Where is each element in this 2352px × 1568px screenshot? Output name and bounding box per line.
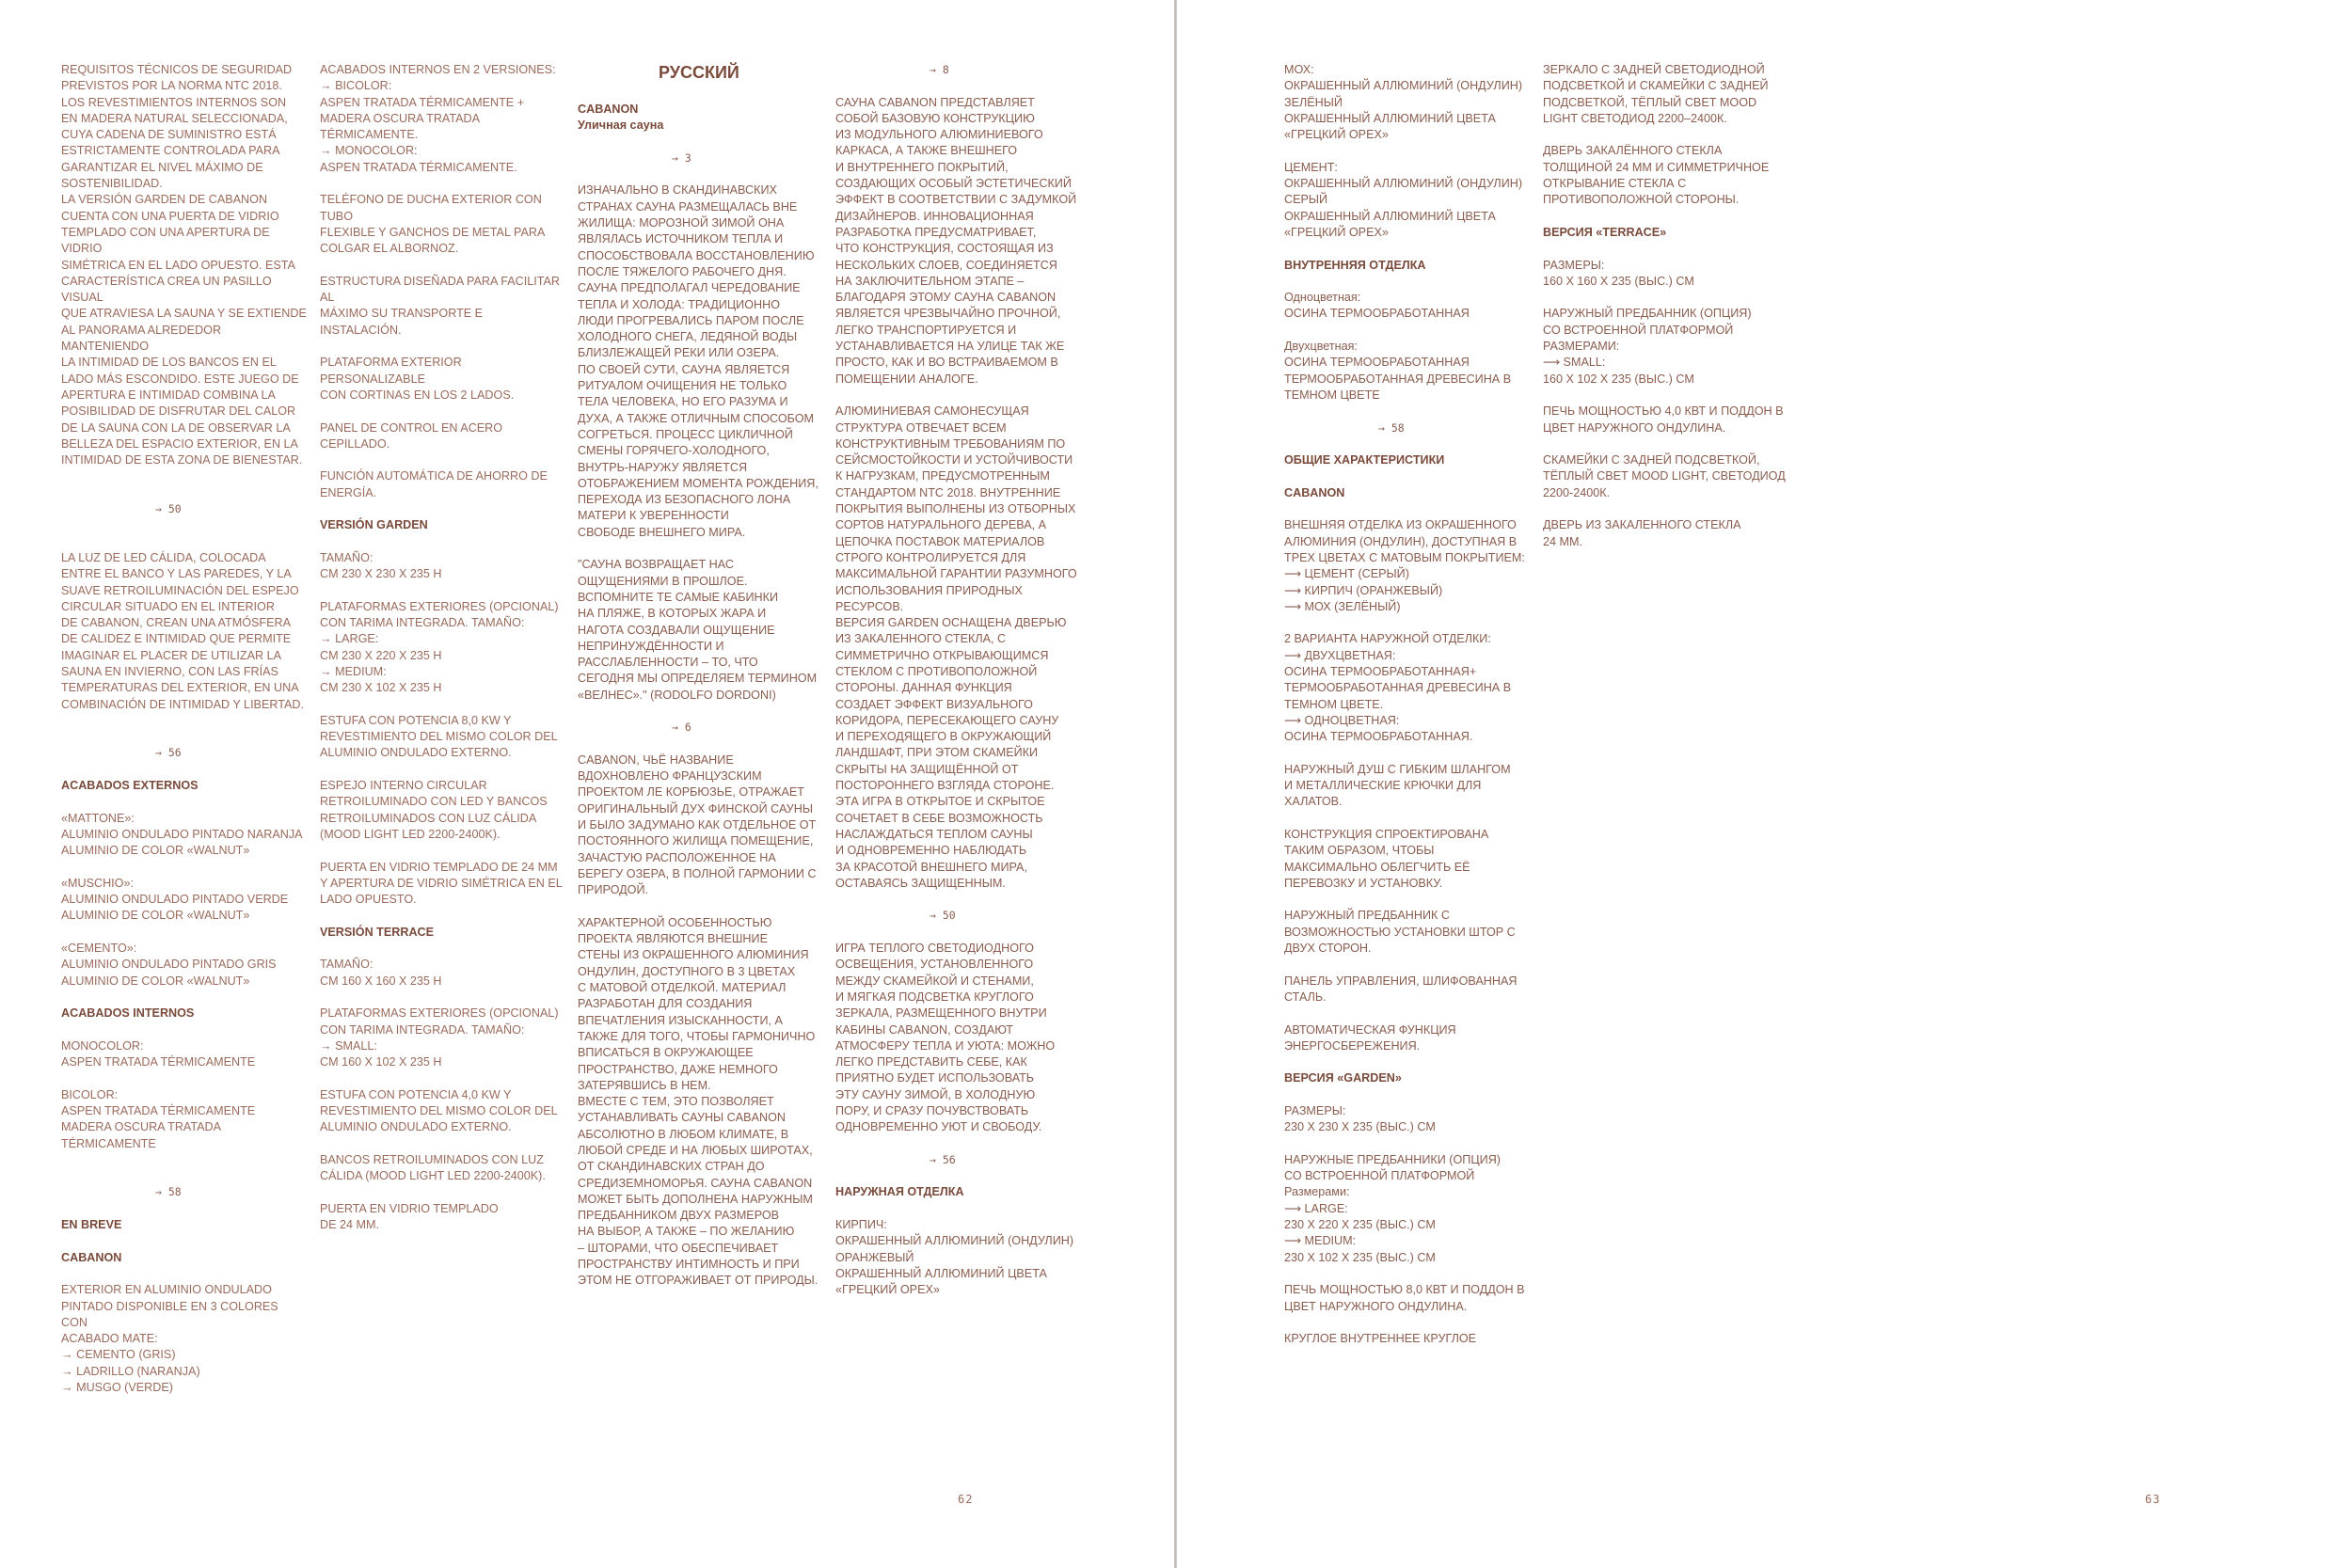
spacer <box>61 517 308 533</box>
section-heading: ВЕРСИЯ «GARDEN» <box>1284 1071 1402 1085</box>
section-heading: ВЕРСИЯ «TERRACE» <box>1543 225 1667 239</box>
body-paragraph: Двухцветная: ОСИНА ТЕРМООБРАБОТАННАЯ ТЕРМООБРАБОТАННАЯ ДРЕВЕСИНА В ТЕМНОМ ЦВЕТЕ <box>1284 340 1512 402</box>
body-paragraph: Одноцветная: ОСИНА ТЕРМООБРАБОТАННАЯ <box>1284 291 1470 321</box>
body-paragraph: «CEMENTO»: ALUMINIO ONDULADO PINTADO GRIS ALUMINIO DE COLOR «WALNUT» <box>61 942 277 988</box>
spacer <box>578 541 824 557</box>
spacer <box>61 468 308 484</box>
section-heading: VERSIÓN GARDEN <box>320 518 428 532</box>
spacer <box>320 176 566 192</box>
body-paragraph: ПАНЕЛЬ УПРАВЛЕНИЯ, ШЛИФОВАННАЯ СТАЛЬ. <box>1284 974 1518 1004</box>
spacer <box>578 736 824 752</box>
body-paragraph: TAMAÑO: CM 230 X 230 X 235 H <box>320 550 442 581</box>
body-paragraph: НАРУЖНЫЕ ПРЕДБАННИКИ (ОПЦИЯ) СО ВСТРОЕННОЙ ПЛАТФОРМОЙ Размерами: ⟶ LARGE: 230 X 220 X 235 (ВЫС.) СМ ⟶ MEDIUM: 230 X 102 X 235 (ВЫС.) СМ <box>1284 1152 1501 1264</box>
section-heading: EN BREVE <box>61 1218 122 1232</box>
column-spanish-2 <box>320 62 566 1233</box>
spacer <box>320 452 566 468</box>
body-paragraph: PLATAFORMAS EXTERIORES (OPCIONAL) CON TARIMA INTEGRADA. TAMAÑO: → LARGE: CM 230 X 220 X 235 H → MEDIUM: CM 230 X 102 X 235 H <box>320 599 559 695</box>
spacer <box>320 990 566 1006</box>
body-paragraph: "САУНА ВОЗВРАЩАЕТ НАС ОЩУЩЕНИЯМИ В ПРОШЛОЕ. ВСПОМНИТЕ ТЕ САМЫЕ КАБИНКИ НА ПЛЯЖЕ, В КОТОРЫХ ЖАРА И НАГОТА СОЗДАВАЛИ ОЩУЩЕНИЕ НЕПРИНУЖДЁННОСТИ И РАССЛАБЛЕННОСТИ – ТО, ЧТО СЕГОДНЯ МЫ ОПРЕДЕЛЯЕМ ТЕРМИНОМ «ВЕЛНЕС»." (RODOLFO DORDONI) <box>578 558 818 702</box>
spacer <box>1284 1087 1531 1103</box>
body-paragraph: TELÉFONO DE DUCHA EXTERIOR CON TUBO FLEXIBLE Y GANCHOS DE METAL PARA COLGAR EL ALBORNOZ. <box>320 193 546 256</box>
page-reference: → 56 <box>155 746 182 760</box>
spacer <box>1284 1266 1531 1282</box>
spacer <box>320 501 566 517</box>
body-paragraph: ЦЕМЕНТ: ОКРАШЕННЫЙ АЛЛЮМИНИЙ (ОНДУЛИН) СЕРЫЙ ОКРАШЕННЫЙ АЛЛЮМИНИЙ ЦВЕТА «ГРЕЦКИЙ ОРЕХ» <box>1284 160 1523 239</box>
spacer <box>320 762 566 778</box>
body-paragraph: ESTUFA CON POTENCIA 8,0 KW Y REVESTIMIENTO DEL MISMO COLOR DEL ALUMINIO ONDULADO EXTERNO. <box>320 713 558 760</box>
body-paragraph: РАЗМЕРЫ: 160 X 160 X 235 (ВЫС.) СМ <box>1543 258 1694 288</box>
spacer <box>320 339 566 355</box>
column-russian-1 <box>578 62 824 1290</box>
body-paragraph: ПЕЧЬ МОЩНОСТЬЮ 8,0 КВТ И ПОДДОН В ЦВЕТ НАРУЖНОГО ОНДУЛИНА. <box>1284 1283 1525 1313</box>
section-heading: НАРУЖНАЯ ОТДЕЛКА <box>835 1185 964 1199</box>
body-paragraph: ESPEJO INTERNO CIRCULAR RETROILUMINADO CON LED Y BANCOS RETROILUMINADOS CON LUZ CÁLIDA (MOOD LIGHT LED 2200-2400K). <box>320 779 548 841</box>
spacer <box>61 729 308 745</box>
body-paragraph: АЛЮМИНИЕВАЯ САМОНЕСУЩАЯ СТРУКТУРА ОТВЕЧАЕТ ВСЕМ КОНСТРУКТИВНЫМ ТРЕБОВАНИЯМ ПО СЕЙСМОСТОЙКОСТИ И УСТОЙЧИВОСТИ К НАГРУЗКАМ, ПРЕДУСМОТРЕННЫМ СТАНДАРТОМ NTC 2018. ВНУТРЕННИЕ ПОКРЫТИЯ ВЫПОЛНЕНЫ ИЗ ОТБОРНЫХ СОРТОВ НАТУРАЛЬНОГО ДЕРЕВА, А ЦЕПОЧКА ПОСТАВОК МАТЕРИАЛОВ СТРОГО КОНТРОЛИРУЕТСЯ ДЛЯ МАКСИМАЛЬНОЙ ГАРАНТИИ РАЗУМНОГО ИСПОЛЬЗОВАНИЯ ПРИРОДНЫХ РЕСУРСОВ. ВЕРСИЯ GARDEN ОСНАЩЕНА ДВЕРЬЮ ИЗ ЗАКАЛЕННОГО СТЕКЛА, С СИММЕТРИЧНО ОТКРЫВАЮЩИМСЯ СТЕКЛОМ С ПРОТИВОПОЛОЖНОЙ СТОРОНЫ. ДАННАЯ ФУНКЦИЯ СОЗДАЕТ ЭФФЕКТ ВИЗУАЛЬНОГО КОРИДОРА, ПЕРЕСЕКАЮЩЕГО САУНУ И ПЕРЕХОДЯЩЕГО В ОКРУЖАЮЩИЙ ЛАНДШАФТ, ПРИ ЭТОМ СКАМЕЙКИ СКРЫТЫ НА ЗАЩИЩЁННОЙ ОТ ПОСТОРОННЕГО ВЗГЛЯДА СТОРОНЕ. ЭТА ИГРА В ОТКРЫТОЕ И СКРЫТОЕ СОЧЕТАЕТ В СЕБЕ ВОЗМОЖНОСТЬ НАСЛАЖДАТЬСЯ ТЕПЛОМ САУНЫ И ОДНОВРЕМЕННО НАБЛЮДАТЬ ЗА КРАСОТОЙ ВНЕШНЕГО МИРА, ОСТАВАЯСЬ ЗАЩИЩЕННЫМ. <box>835 404 1077 890</box>
body-paragraph: EXTERIOR EN ALUMINIO ONDULADO PINTADO DISPONIBLE EN 3 COLORES CON ACABADO MATE: → CEMENTO (GRIS) → LADRILLO (NARANJA) → MUSGO (VERDE) <box>61 1283 278 1395</box>
body-paragraph: КОНСТРУКЦИЯ СПРОЕКТИРОВАНА ТАКИМ ОБРАЗОМ, ЧТОБЫ МАКСИМАЛЬНО ОБЛЕГЧИТЬ ЕЁ ПЕРЕВОЗКУ И УСТАНОВКУ. <box>1284 827 1489 890</box>
spacer <box>1284 811 1531 827</box>
body-paragraph: 2 ВАРИАНТА НАРУЖНОЙ ОТДЕЛКИ: ⟶ ДВУХЦВЕТНАЯ: ОСИНА ТЕРМООБРАБОТАННАЯ+ ТЕРМООБРАБОТАННАЯ ДРЕВЕСИНА В ТЕМНОМ ЦВЕТЕ. ⟶ ОДНОЦВЕТНАЯ: ОСИНА ТЕРМООБРАБОТАННАЯ. <box>1284 632 1512 744</box>
body-paragraph: САУНА CABANON ПРЕДСТАВЛЯЕТ СОБОЙ БАЗОВУЮ КОНСТРУКЦИЮ ИЗ МОДУЛЬНОГО АЛЮМИНИЕВОГО КАРКАСА, А ТАКЖЕ ВНЕШНЕГО И ВНУТРЕННЕГО ПОКРЫТИЙ, СОЗДАЮЩИХ ОСОБЫЙ ЭСТЕТИЧЕСКИЙ ЭФФЕКТ В СООТВЕТСТВИИ С ЗАДУМКОЙ ДИЗАЙНЕРОВ. ИННОВАЦИОННАЯ РАЗРАБОТКА ПРЕДУСМАТРИВАЕТ, ЧТО КОНСТРУКЦИЯ, СОСТОЯЩАЯ ИЗ НЕСКОЛЬКИХ СЛОЕВ, СОЕДИНЯЕТСЯ НА ЗАКЛЮЧИТЕЛЬНОМ ЭТАПЕ – БЛАГОДАРЯ ЭТОМУ САУНА CABANON ЯВЛЯЕТСЯ ЧРЕЗВЫЧАЙНО ПРОЧНОЙ, ЛЕГКО ТРАНСПОРТИРУЕТСЯ И УСТАНАВЛИВАЕТСЯ НА УЛИЦЕ ТАК ЖЕ ПРОСТО, КАК И ВО ВСТРАИВАЕМОМ В ПОМЕЩЕНИИ АНАЛОГЕ. <box>835 95 1077 386</box>
body-paragraph: НАРУЖНЫЙ ПРЕДБАННИК (ОПЦИЯ) СО ВСТРОЕННОЙ ПЛАТФОРМОЙ РАЗМЕРАМИ: ⟶ SMALL: 160 X 102 X 235 (ВЫС.) СМ <box>1543 307 1752 386</box>
spacer <box>320 908 566 924</box>
spacer <box>320 404 566 420</box>
body-paragraph: BANCOS RETROILUMINADOS CON LUZ CÁLIDA (MOOD LIGHT LED 2200-2400K). <box>320 1152 546 1183</box>
section-heading: ВНУТРЕННЯЯ ОТДЕЛКА <box>1284 258 1426 272</box>
spacer <box>320 1136 566 1152</box>
body-paragraph: МОХ: ОКРАШЕННЫЙ АЛЛЮМИНИЙ (ОНДУЛИН) ЗЕЛЁНЫЙ ОКРАШЕННЫЙ АЛЛЮМИНИЙ ЦВЕТА «ГРЕЦКИЙ ОРЕХ» <box>1284 63 1523 142</box>
body-paragraph: ХАРАКТЕРНОЙ ОСОБЕННОСТЬЮ ПРОЕКТА ЯВЛЯЮТСЯ ВНЕШНИЕ СТЕНЫ ИЗ ОКРАШЕННОГО АЛЮМИНИЯ ОНДУЛИН, ДОСТУПНОГО В 3 ЦВЕТАХ С МАТОВОЙ ОТДЕЛКОЙ. МАТЕРИАЛ РАЗРАБОТАН ДЛЯ СОЗДАНИЯ ВПЕЧАТЛЕНИЯ ИЗЫСКАННОСТИ, А ТАКЖЕ ДЛЯ ТОГО, ЧТОБЫ ГАРМОНИЧНО ВПИСАТЬСЯ В ОКРУЖАЮЩЕЕ ПРОСТРАНСТВО, ДАЖЕ НЕМНОГО ЗАТЕРЯВШИСЬ В НЕМ. ВМЕСТЕ С ТЕМ, ЭТО ПОЗВОЛЯЕТ УСТАНАВЛИВАТЬ САУНЫ CABANON АБСОЛЮТНО В ЛЮБОМ КЛИМАТЕ, В ЛЮБОЙ СРЕДЕ И НА ЛЮБЫХ ШИРОТАХ, ОТ СКАНДИНАВСКИХ СТРАН ДО СРЕДИЗЕМНОМОРЬЯ. САУНА CABANON МОЖЕТ БЫТЬ ДОПОЛНЕНА НАРУЖНЫМ ПРЕДБАННИКОМ ДВУХ РАЗМЕРОВ НА ВЫБОР, А ТАКЖЕ – ПО ЖЕЛАНИЮ – ШТОРАМИ, ЧТО ОБЕСПЕЧИВАЕТ ПРОСТРАНСТВУ ИНТИМНОСТЬ И ПРИ ЭТОМ НЕ ОТГОРАЖИВАЕТ ОТ ПРИРОДЫ. <box>578 915 818 1288</box>
spacer <box>61 762 308 778</box>
body-paragraph: КРУГЛОЕ ВНУТРЕННЕЕ КРУГЛОЕ <box>1284 1332 1477 1346</box>
spacer <box>1284 323 1531 339</box>
spacer <box>1284 274 1531 290</box>
spacer <box>1284 957 1531 973</box>
body-paragraph: ESTUFA CON POTENCIA 4,0 KW Y REVESTIMIENTO DEL MISMO COLOR DEL ALUMINIO ONDULADO EXTERNO. <box>320 1087 558 1134</box>
body-paragraph: LA LUZ DE LED CÁLIDA, COLOCADA ENTRE EL BANCO Y LAS PAREDES, Y LA SUAVE RETROILUMINACIÓN DEL ESPEJO CIRCULAR SITUADO EN EL INTERIOR DE CABANON, CREAN UNA ATMÓSFERA DE CALIDEZ E INTIMIDAD QUE PERMITE IMAGINAR EL PLACER DE UTILIZAR LA SAUNA EN INVIERNO, CON LAS FRÍAS TEMPERATURAS DEL EXTERIOR, EN UNA COMBINACIÓN DE INTIMIDAD Y LIBERTAD. <box>61 550 304 711</box>
section-heading: CABANON <box>61 1250 122 1264</box>
spacer <box>835 1136 1082 1152</box>
spacer <box>320 1184 566 1200</box>
spacer <box>578 166 824 182</box>
body-paragraph: PLATAFORMA EXTERIOR PERSONALIZABLE CON CORTINAS EN LOS 2 LADOS. <box>320 356 515 402</box>
body-paragraph: АВТОМАТИЧЕСКАЯ ФУНКЦИЯ ЭНЕРГОСБЕРЕЖЕНИЯ. <box>1284 1022 1456 1053</box>
spacer <box>61 860 308 876</box>
spacer <box>61 1233 308 1249</box>
page-reference: → 58 <box>1378 420 1405 435</box>
spacer <box>835 892 1082 908</box>
body-paragraph: TAMAÑO: CM 160 X 160 X 235 H <box>320 958 442 988</box>
section-heading: ACABADOS INTERNOS <box>61 1006 195 1021</box>
spacer <box>61 1152 308 1168</box>
column-russian-2 <box>835 62 1082 1299</box>
section-heading: Уличная сауна <box>578 119 664 133</box>
spacer <box>320 941 566 957</box>
body-paragraph: НАРУЖНЫЙ ДУШ С ГИБКИМ ШЛАНГОМ И МЕТАЛЛИЧЕСКИЕ КРЮЧКИ ДЛЯ ХАЛАТОВ. <box>1284 762 1511 809</box>
spacer <box>320 583 566 599</box>
spacer <box>61 1070 308 1086</box>
spacer <box>320 534 566 550</box>
spacer <box>61 485 308 501</box>
language-title: РУССКИЙ <box>659 63 739 82</box>
body-paragraph: PUERTA EN VIDRIO TEMPLADO DE 24 MM Y APERTURA DE VIDRIO SIMÉTRICA EN EL LADO OPUESTO. <box>320 860 563 907</box>
spacer <box>835 925 1082 941</box>
body-paragraph: ACABADOS INTERNOS EN 2 VERSIONES: → BICOLOR: ASPEN TRATADA TÉRMICAMENTE + MADERA OSCURA TRATADA TÉRMICAMENTE. → MONOCOLOR: ASPEN TRATADA TÉRMICAMENTE. <box>320 63 556 174</box>
spacer <box>1284 745 1531 761</box>
body-paragraph: MONOCOLOR: ASPEN TRATADA TÉRMICAMENTE <box>61 1038 256 1069</box>
spacer <box>61 990 308 1006</box>
spacer <box>578 135 824 150</box>
body-paragraph: BICOLOR: ASPEN TRATADA TÉRMICAMENTE MADERA OSCURA TRATADA TÉRMICAMENTE <box>61 1087 256 1150</box>
spacer <box>835 1201 1082 1217</box>
spacer <box>1284 404 1531 420</box>
section-heading: CABANON <box>1284 485 1345 499</box>
body-paragraph: PUERTA EN VIDRIO TEMPLADO DE 24 MM. <box>320 1201 499 1232</box>
page-reference: → 3 <box>672 150 691 165</box>
body-paragraph: ПЕЧЬ МОЩНОСТЬЮ 4,0 КВТ И ПОДДОН В ЦВЕТ НАРУЖНОГО ОНДУЛИНА. <box>1543 404 1784 435</box>
spacer <box>1284 615 1531 631</box>
spacer <box>61 1266 308 1282</box>
spread-gutter <box>1174 0 1177 1568</box>
spacer <box>61 925 308 941</box>
spacer <box>1543 388 1789 404</box>
spacer <box>1543 290 1789 306</box>
spacer <box>1543 127 1789 143</box>
body-paragraph: «MUSCHIO»: ALUMINIO ONDULADO PINTADO VERDE ALUMINIO DE COLOR «WALNUT» <box>61 876 289 923</box>
body-paragraph: «MATTONE»: ALUMINIO ONDULADO PINTADO NARANJA ALUMINIO DE COLOR «WALNUT» <box>61 811 303 858</box>
spacer <box>1543 209 1789 225</box>
spacer <box>1284 241 1531 257</box>
body-paragraph: PANEL DE CONTROL EN ACERO CEPILLADO. <box>320 420 503 451</box>
body-paragraph: PLATAFORMAS EXTERIORES (OPCIONAL) CON TARIMA INTEGRADA. TAMAÑO: → SMALL: CM 160 X 102 X 235 H <box>320 1006 559 1069</box>
spacer <box>61 713 308 729</box>
page-reference: → 58 <box>155 1185 182 1199</box>
spacer <box>1284 436 1531 452</box>
body-paragraph: КИРПИЧ: ОКРАШЕННЫЙ АЛЛЮМИНИЙ (ОНДУЛИН) ОРАНЖЕВЫЙ ОКРАШЕННЫЙ АЛЛЮМИНИЙ ЦВЕТА «ГРЕЦКИЙ ОРЕХ» <box>835 1218 1074 1297</box>
spacer <box>578 704 824 720</box>
body-paragraph: ЗЕРКАЛО С ЗАДНЕЙ СВЕТОДИОДНОЙ ПОДСВЕТКОЙ И СКАМЕЙКИ С ЗАДНЕЙ ПОДСВЕТКОЙ, ТЁПЛЫЙ СВЕТ MOOD LIGHT СВЕТОДИОД 2200–2400К. <box>1543 63 1769 125</box>
spacer <box>1543 241 1789 257</box>
body-paragraph: FUNCIÓN AUTOMÁTICA DE AHORRO DE ENERGÍA. <box>320 469 548 499</box>
spacer <box>61 794 308 810</box>
body-paragraph: НАРУЖНЫЙ ПРЕДБАННИК С ВОЗМОЖНОСТЬЮ УСТАНОВКИ ШТОР С ДВУХ СТОРОН. <box>1284 909 1516 956</box>
body-paragraph: СКАМЕЙКИ С ЗАДНЕЙ ПОДСВЕТКОЙ, ТЁПЛЫЙ СВЕТ MOOD LIGHT, СВЕТОДИОД 2200-2400К. <box>1543 453 1786 499</box>
page-reference: → 50 <box>930 909 956 923</box>
page-reference: → 8 <box>930 63 949 76</box>
spacer <box>61 534 308 550</box>
spacer <box>1284 1006 1531 1022</box>
page-number-left: 62 <box>958 1493 974 1506</box>
spacer <box>1284 1136 1531 1152</box>
section-heading: CABANON <box>578 103 639 116</box>
column-spanish-1 <box>61 62 308 1396</box>
spacer <box>61 1201 308 1217</box>
spacer <box>320 843 566 859</box>
spacer <box>1284 501 1531 517</box>
body-paragraph: РАЗМЕРЫ: 230 X 230 X 235 (ВЫС.) СМ <box>1284 1104 1436 1134</box>
body-paragraph: REQUISITOS TÉCNICOS DE SEGURIDAD PREVISTOS POR LA NORMA NTC 2018. LOS REVESTIMIENTOS INTERNOS SON EN MADERA NATURAL SELECCIONADA, CUYA CADENA DE SUMINISTRO ESTÁ ESTRICTAMENTE CONTROLADA PARA GARANTIZAR EL NIVEL MÁXIMO DE SOSTENIBILIDAD. LA VERSIÓN GARDEN DE CABANON CUENTA CON UNA PUERTA DE VIDRIO TEMPLADO CON UNA APERTURA DE VIDRIO SIMÉTRICA EN EL LADO OPUESTO. ESTA CARACTERÍSTICA CREA UN PASILLO VISUAL QUE ATRAVIESA LA SAUNA Y SE EXTIENDE AL PANORAMA ALREDEDOR MANTENIENDO LA INTIMIDAD DE LOS BANCOS EN EL LADO MÁS ESCONDIDO. ESTE JUEGO DE APERTURA E INTIMIDAD COMBINA LA POSIBILIDAD DE DISFRUTAR DEL CALOR DE LA SAUNA CON LA DE OBSERVAR LA BELLEZA DEL ESPACIO EXTERIOR, EN LA INTIMIDAD DE ESTA ZONA DE BIENESTAR. <box>61 63 307 467</box>
spacer <box>61 1168 308 1184</box>
page-number-right: 63 <box>2145 1493 2161 1506</box>
spacer <box>320 697 566 713</box>
spacer <box>320 258 566 274</box>
body-paragraph: ИЗНАЧАЛЬНО В СКАНДИНАВСКИХ СТРАНАХ САУНА РАЗМЕЩАЛАСЬ ВНЕ ЖИЛИЩА: МОРОЗНОЙ ЗИМОЙ ОНА ЯВЛЯЛАСЬ ИСТОЧНИКОМ ТЕПЛА И СПОСОБСТВОВАЛА ВОССТАНОВЛЕНИЮ ПОСЛЕ ТЯЖЕЛОГО РАБОЧЕГО ДНЯ. САУНА ПРЕДПОЛАГАЛ ЧЕРЕДОВАНИЕ ТЕПЛА И ХОЛОДА: ТРАДИЦИОННО ЛЮДИ ПРОГРЕВАЛИСЬ ПАРОМ ПОСЛЕ ХОЛОДНОГО СНЕГА, ЛЕДЯНОЙ ВОДЫ БЛИЗЛЕЖАЩЕЙ РЕКИ ИЛИ ОЗЕРА. ПО СВОЕЙ СУТИ, САУНА ЯВЛЯЕТСЯ РИТУАЛОМ ОЧИЩЕНИЯ НЕ ТОЛЬКО ТЕЛА ЧЕЛОВЕКА, НО ЕГО РАЗУМА И ДУХА, А ТАКЖЕ ОТЛИЧНЫМ СПОСОБОМ СОГРЕТЬСЯ. ПРОЦЕСС ЦИКЛИЧНОЙ СМЕНЫ ГОРЯЧЕГО-ХОЛОДНОГО, ВНУТРЬ-НАРУЖУ ЯВЛЯЕТСЯ ОТОБРАЖЕНИЕМ МОМЕНТА РОЖДЕНИЯ, ПЕРЕХОДА ИЗ БЕЗОПАСНОГО ЛОНА МАТЕРИ К УВЕРЕННОСТИ СВОБОДЕ ВНЕШНЕГО МИРА. <box>578 183 818 539</box>
spacer <box>1284 468 1531 484</box>
column-russian-4 <box>1543 62 1789 550</box>
spacer <box>835 388 1082 404</box>
page-reference: → 6 <box>672 721 691 735</box>
body-paragraph: ДВЕРЬ ИЗ ЗАКАЛЕННОГО СТЕКЛА 24 ММ. <box>1543 518 1741 548</box>
spacer <box>1284 143 1531 159</box>
spacer <box>835 1168 1082 1184</box>
body-paragraph: CABANON, ЧЬЁ НАЗВАНИЕ ВДОХНОВЛЕНО ФРАНЦУЗСКИМ ПРОЕКТОМ ЛЕ КОРБЮЗЬЕ, ОТРАЖАЕТ ОРИГИНАЛЬНЫЙ ДУХ ФИНСКОЙ САУНЫ И БЫЛО ЗАДУМАНО КАК ОТДЕЛЬНОЕ ОТ ПОСТОЯННОГО ЖИЛИЩА ПОМЕЩЕНИЕ, ЗАЧАСТУЮ РАСПОЛОЖЕННОЕ НА БЕРЕГУ ОЗЕРА, В ПОЛНОЙ ГАРМОНИИ С ПРИРОДОЙ. <box>578 752 817 897</box>
spacer <box>1284 892 1531 908</box>
body-paragraph: ДВЕРЬ ЗАКАЛЁННОГО СТЕКЛА ТОЛЩИНОЙ 24 ММ И СИММЕТРИЧНОЕ ОТКРЫВАНИЕ СТЕКЛА С ПРОТИВОПОЛОЖНОЙ СТОРОНЫ. <box>1543 144 1770 207</box>
body-paragraph: ESTRUCTURA DISEÑADA PARA FACILITAR AL MÁXIMO SU TRANSPORTE E INSTALACIÓN. <box>320 274 560 337</box>
spacer <box>835 78 1082 94</box>
spacer <box>1543 436 1789 452</box>
spacer <box>320 1070 566 1086</box>
body-paragraph: ВНЕШНЯЯ ОТДЕЛКА ИЗ ОКРАШЕННОГО АЛЮМИНИЯ (ОНДУЛИН), ДОСТУПНАЯ В ТРЕХ ЦВЕТАХ С МАТОВЫМ ПОКРЫТИЕМ: ⟶ ЦЕМЕНТ (СЕРЫЙ) ⟶ КИРПИЧ (ОРАНЖЕВЫЙ) ⟶ МОХ (ЗЕЛЁНЫЙ) <box>1284 518 1525 613</box>
spacer <box>61 1022 308 1038</box>
section-heading: ОБЩИЕ ХАРАКТЕРИСТИКИ <box>1284 453 1445 467</box>
spacer <box>1284 1054 1531 1070</box>
section-heading: VERSIÓN TERRACE <box>320 925 435 939</box>
page-reference: → 50 <box>155 502 182 516</box>
section-heading: ACABADOS EXTERNOS <box>61 779 199 793</box>
spacer <box>578 899 824 915</box>
body-paragraph: ИГРА ТЕПЛОГО СВЕТОДИОДНОГО ОСВЕЩЕНИЯ, УСТАНОВЛЕННОГО МЕЖДУ СКАМЕЙКОЙ И СТЕНАМИ, И МЯГКАЯ ПОДСВЕТКА КРУГЛОГО ЗЕРКАЛА, РАЗМЕЩЕННОГО ВНУТРИ КАБИНЫ CABANON, СОЗДАЮТ АТМОСФЕРУ ТЕПЛА И УЮТА: МОЖНО ЛЕГКО ПРЕДСТАВИТЬ СЕБЕ, КАК ПРИЯТНО БУДЕТ ИСПОЛЬЗОВАТЬ ЭТУ САУНУ ЗИМОЙ, В ХОЛОДНУЮ ПОРУ, И СРАЗУ ПОЧУВСТВОВАТЬ ОДНОВРЕМЕННО УЮТ И СВОБОДУ. <box>835 942 1056 1134</box>
column-russian-3 <box>1284 62 1531 1347</box>
page-reference: → 56 <box>930 1152 956 1166</box>
spacer <box>1284 1315 1531 1331</box>
spacer <box>1543 501 1789 517</box>
